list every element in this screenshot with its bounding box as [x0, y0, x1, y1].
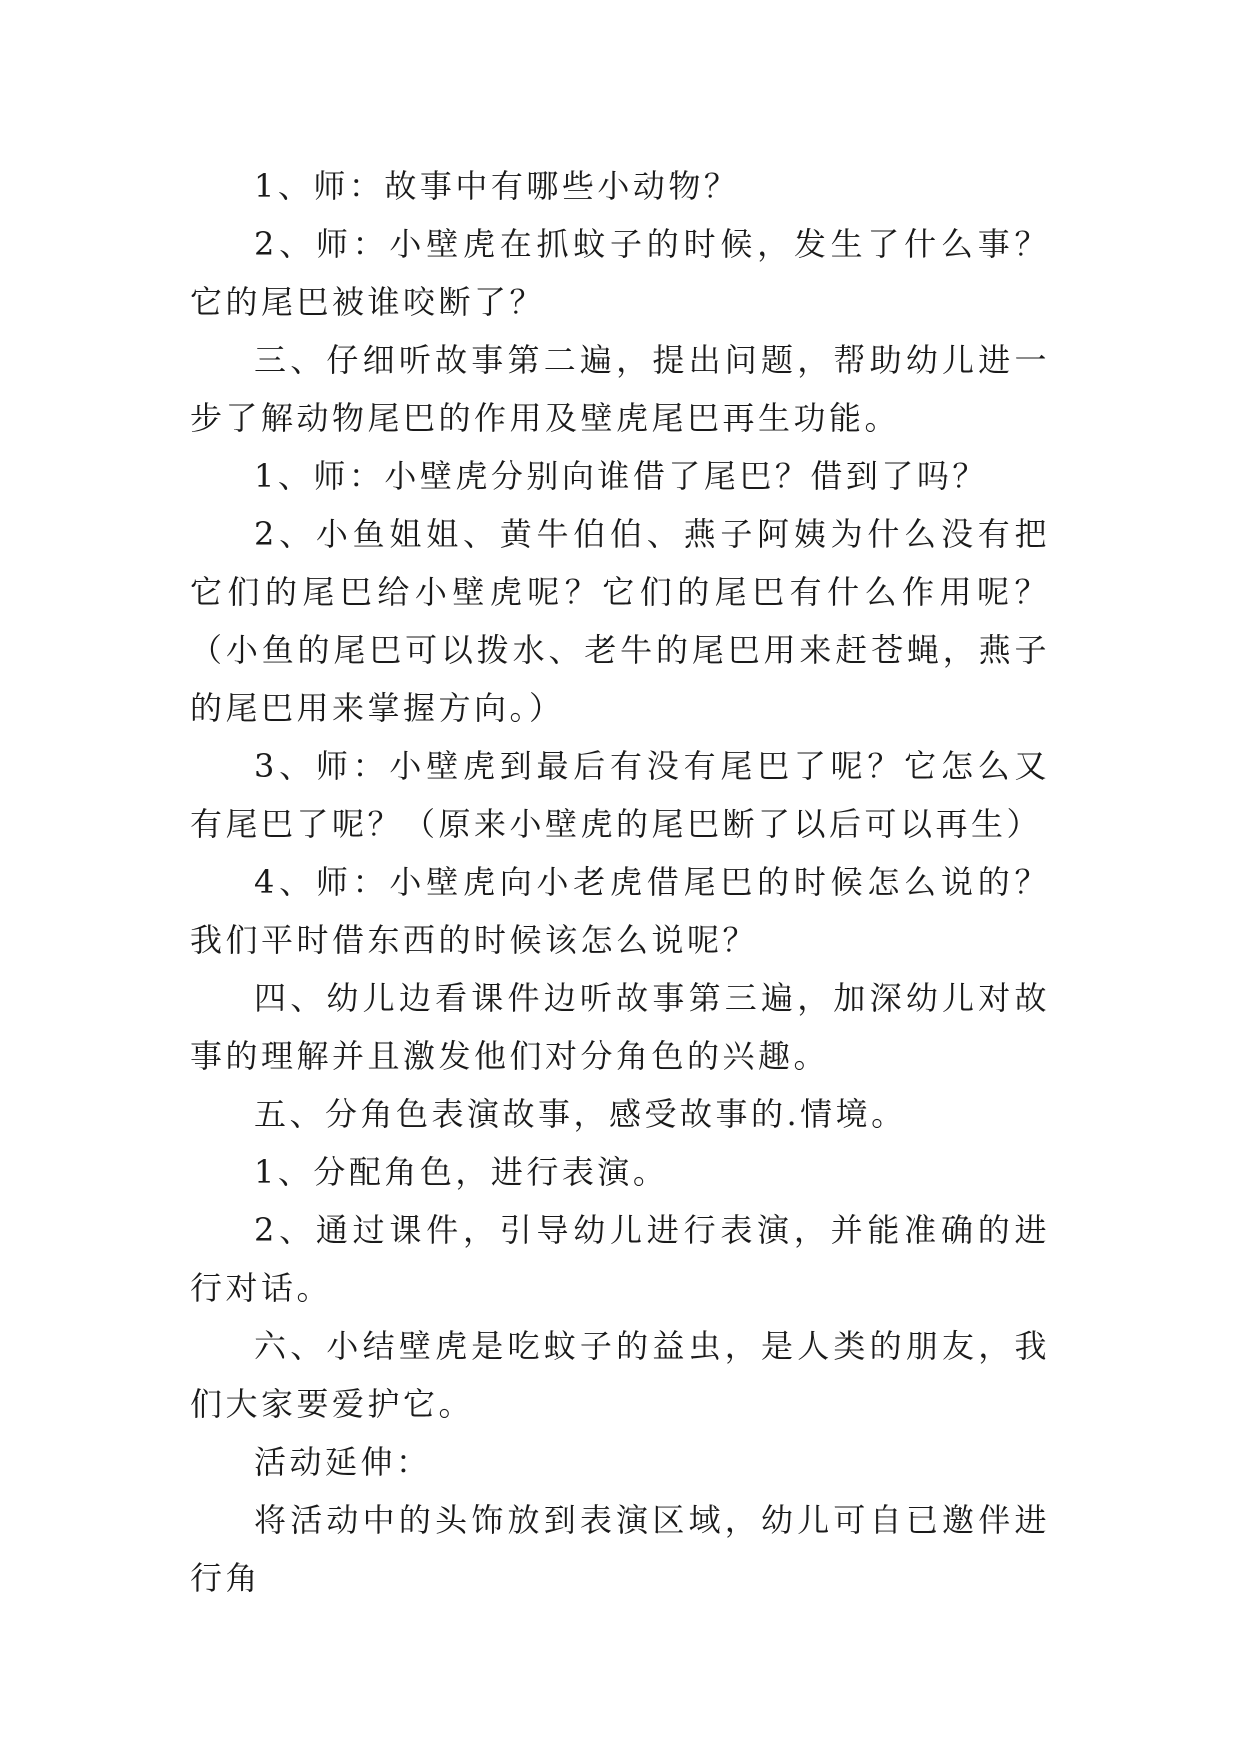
paragraph-q2: 2、师：小壁虎在抓蚊子的时候，发生了什么事？它的尾巴被谁咬断了？	[190, 225, 1050, 321]
paragraph-section-3-q1: 1、师：小壁虎分别向谁借了尾巴？借到了吗？	[254, 457, 988, 495]
paragraph-section-3: 三、仔细听故事第二遍，提出问题，帮助幼儿进一步了解动物尾巴的作用及壁虎尾巴再生功能。	[190, 341, 1050, 437]
paragraph-section-6: 六、小结壁虎是吃蚊子的益虫，是人类的朋友，我们大家要爱护它。	[190, 1327, 1050, 1423]
paragraph-q1: 1、师：故事中有哪些小动物？	[254, 167, 740, 205]
paragraph-section-5-item1: 1、分配角色，进行表演。	[254, 1153, 669, 1191]
paragraph-section-3-q3: 3、师：小壁虎到最后有没有尾巴了呢？它怎么又有尾巴了呢？（原来小壁虎的尾巴断了以后可以再生）	[190, 747, 1050, 843]
paragraph-section-5-item2: 2、通过课件，引导幼儿进行表演，并能准确的进行对话。	[190, 1211, 1050, 1307]
paragraph-section-4: 四、幼儿边看课件边听故事第三遍，加深幼儿对故事的理解并且激发他们对分角色的兴趣。	[190, 979, 1050, 1075]
paragraph-section-3-q4: 4、师：小壁虎向小老虎借尾巴的时候怎么说的？我们平时借东西的时候该怎么说呢？	[190, 863, 1050, 959]
paragraph-section-3-q2: 2、小鱼姐姐、黄牛伯伯、燕子阿姨为什么没有把它们的尾巴给小壁虎呢？它们的尾巴有什么作用呢？（小鱼的尾巴可以拨水、老牛的尾巴用来赶苍蝇，燕子的尾巴用来掌握方向。）	[190, 515, 1050, 727]
paragraph-extension-body: 将活动中的头饰放到表演区域，幼儿可自已邀伴进行角	[190, 1501, 1050, 1597]
document-body	[190, 157, 1050, 1607]
paragraph-extension-heading: 活动延伸：	[254, 1443, 432, 1481]
paragraph-section-5: 五、分角色表演故事，感受故事的.情境。	[254, 1095, 907, 1133]
